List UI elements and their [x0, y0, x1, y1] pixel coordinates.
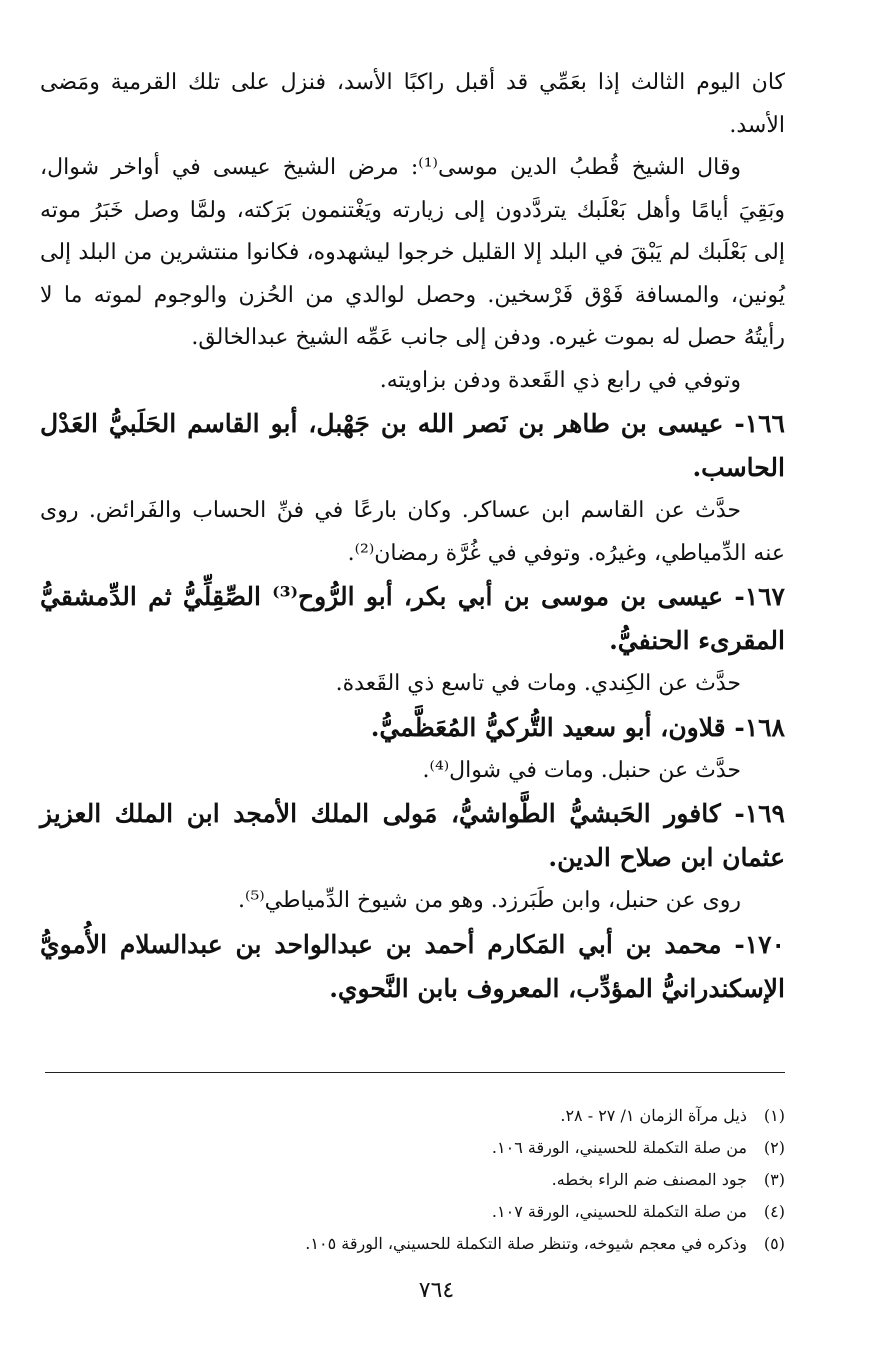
footnote-text: وذكره في معجم شيوخه، وتنظر صلة التكملة للحسيني، الورقة ١٠٥.	[305, 1234, 747, 1253]
main-text	[40, 62, 785, 1011]
entry-heading-166: ١٦٦- عيسى بن طاهر بن نَصر الله بن جَهْبل، أبو القاسم الحَلَبيُّ العَدْل الحاسب.	[40, 409, 785, 482]
footnote-separator	[45, 1072, 785, 1073]
footnote-text: ذيل مرآة الزمان ١/ ٢٧ - ٢٨.	[560, 1106, 747, 1125]
page-number: ٧٦٤	[418, 1278, 455, 1303]
paragraph-lion-story: كان اليوم الثالث إذا بعَمِّي قد أقبل راكبًا الأسد، فنزل على تلك القرمية ومَضى الأسد.	[40, 70, 786, 138]
entry-body-167: حدَّث عن الكِندي. ومات في تاسع ذي القَعدة.	[335, 671, 741, 696]
footnote-text: من صلة التكملة للحسيني، الورقة ١٠٧.	[491, 1202, 747, 1221]
footnote-3	[45, 1164, 785, 1196]
entry-heading-169: ١٦٩- كافور الحَبشيُّ الطَّواشيُّ، مَولى الملك الأمجد ابن الملك العزيز عثمان ابن صلاح الدين.	[40, 799, 785, 872]
entry-heading-170: ١٧٠- محمد بن أبي المَكارم أحمد بن عبدالواحد بن عبدالسلام الأُمويُّ الإسكندرانيُّ المؤدِّب، المعروف بابن النَّحوي.	[40, 929, 785, 1003]
footnote-5	[45, 1228, 785, 1260]
footnote-number: (٢)	[763, 1138, 785, 1157]
footnote-number: (٤)	[763, 1202, 785, 1221]
paragraph-death-date: وتوفي في رابع ذي القَعدة ودفن بزاويته.	[379, 367, 741, 393]
footnote-4	[45, 1196, 785, 1228]
entry-body-169: روى عن حنبل، وابن طَبَرزد. وهو من شيوخ الدِّمياطي⁽⁵⁾.	[238, 888, 741, 913]
footnote-1	[45, 1100, 785, 1132]
footnotes	[45, 1092, 785, 1260]
footnote-text: جود المصنف ضم الراء بخطه.	[551, 1170, 747, 1189]
footnote-2	[45, 1132, 785, 1164]
footnote-number: (١)	[763, 1106, 785, 1125]
entry-body-168: حدَّث عن حنبل. ومات في شوال⁽⁴⁾.	[422, 757, 741, 783]
entry-heading-167: ١٦٧- عيسى بن موسى بن أبي بكر، أبو الرُّوح⁽³⁾ الصِّقِلِّيُّ ثم الدِّمشقيُّ المقرىء الحنفيُّ.	[40, 582, 785, 655]
entry-body-166: حدَّث عن القاسم ابن عساكر. وكان بارعًا في فنِّ الحساب والفَرائض. روى عنه الدِّمياطي، وغيرُه. وتوفي في غُرَّة رمضان⁽²⁾.	[40, 498, 785, 566]
paragraph-qutb-al-din: وقال الشيخ قُطبُ الدين موسى⁽¹⁾: مرض الشيخ عيسى في أواخر شوال، وبَقِيَ أيامًا وأهل بَعْلَبك يتردَّدون إلى زيارته ويَغْتنمون بَرَكته، ولمَّا وصل خَبَرُ موته إلى بَعْلَبك لم يَبْقَ في البلد إلا القليل خرجوا ليشهدوه، فكانوا منتشرين من البلد إلى يُونين، والمسافة فَوْق فَرْسخين. وحصل لوالدي من الحُزن والوجوم لموته ما لا رأيتُهُ حصل له بموت غيره. ودفن إلى جانب عَمِّه الشيخ عبدالخالق.	[40, 155, 785, 350]
entry-heading-168: ١٦٨- قلاون، أبو سعيد التُّركيُّ المُعَظَّميُّ.	[370, 712, 785, 742]
footnote-number: (٣)	[763, 1170, 785, 1189]
footnote-text: من صلة التكملة للحسيني، الورقة ١٠٦.	[491, 1138, 747, 1157]
footnote-number: (٥)	[763, 1234, 785, 1253]
